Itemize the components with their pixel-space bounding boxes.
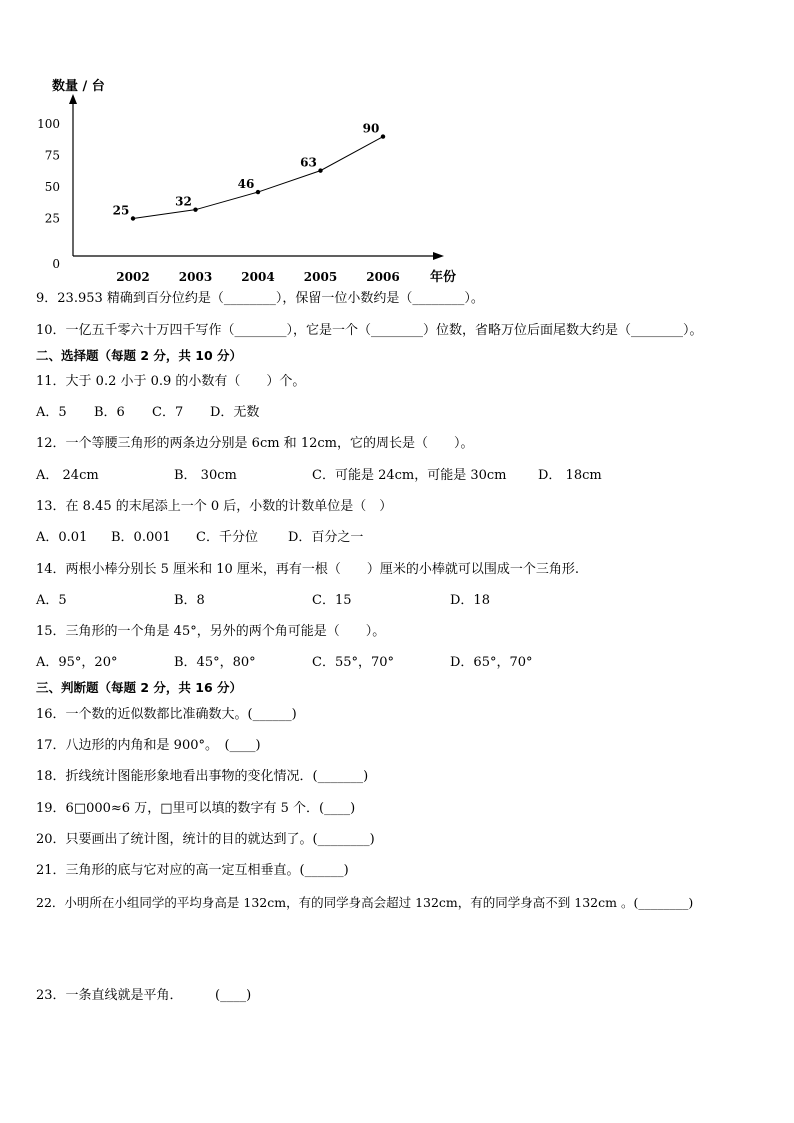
option-b[interactable]: B．8 (174, 593, 205, 608)
question-16: 16．一个数的近似数都比准确数大。(______) (36, 707, 297, 722)
section-judge-heading: 三、判断题（每题 2 分，共 16 分） (36, 680, 243, 695)
option-a[interactable]: A． 24cm (36, 468, 99, 483)
x-tick-label: 2006 (366, 270, 400, 284)
question-18: 18．折线统计图能形象地看出事物的变化情况．(_______) (36, 769, 369, 784)
option-b[interactable]: B． 30cm (174, 468, 237, 483)
data-points (131, 134, 385, 220)
option-b[interactable]: B．45°，80° (174, 655, 256, 670)
x-axis-arrow-icon (433, 252, 444, 260)
y-tick-label: 25 (44, 211, 60, 226)
option-d[interactable]: D．18 (450, 593, 490, 608)
option-d[interactable]: D．百分之一 (288, 530, 364, 545)
option-c[interactable]: C．7 (152, 405, 184, 420)
option-d[interactable]: D．无数 (210, 405, 260, 420)
data-point (318, 168, 322, 172)
data-point (256, 190, 260, 194)
line-chart (30, 70, 470, 290)
question-19: 19．6□000≈6 万，□里可以填的数字有 5 个．(____) (36, 801, 356, 816)
x-tick-label: 2005 (303, 270, 338, 284)
data-label: 25 (112, 203, 130, 218)
option-c[interactable]: C．15 (312, 593, 352, 608)
option-b[interactable]: B．6 (94, 405, 125, 420)
question-14: 14．两根小棒分别长 5 厘米和 10 厘米，再有一根（ ）厘米的小棒就可以围成一个三角形. (36, 562, 580, 577)
option-a[interactable]: A．5 (36, 405, 67, 420)
data-labels (113, 122, 380, 218)
question-13: 13．在 8.45 的末尾添上一个 0 后，小数的计数单位是（ ） (36, 499, 393, 514)
data-point (131, 216, 135, 220)
question-21: 21．三角形的底与它对应的高一定互相垂直。(______) (36, 863, 349, 878)
option-c[interactable]: C．可能是 24cm，可能是 30cm (312, 468, 507, 483)
question-22: 22．小明所在小组同学的平均身高是 132cm，有的同学身高会超过 132cm，有的同学身高不到 132cm 。(________) (36, 895, 694, 910)
question-17: 17．八边形的内角和是 900°。 (____) (36, 738, 261, 753)
option-d[interactable]: D．65°，70° (450, 655, 533, 670)
x-axis-label: 年份 (430, 270, 457, 285)
y-tick-label: 50 (44, 180, 60, 194)
series-line (133, 137, 383, 219)
option-c[interactable]: C．55°，70° (312, 655, 395, 670)
data-point (193, 207, 197, 211)
x-tick-label: 2004 (241, 270, 275, 284)
data-label: 46 (237, 177, 255, 192)
question-10: 10．一亿五千零六十万四千写作（________），它是一个（________）位数，省略万位后面尾数大约是（________）。 (36, 323, 703, 338)
question-23: 23．一条直线就是平角． (____) (36, 988, 252, 1003)
question-20: 20．只要画出了统计图，统计的目的就达到了。(________) (36, 832, 375, 847)
option-a[interactable]: A．0.01 (36, 530, 88, 545)
question-12: 12．一个等腰三角形的两条边分别是 6cm 和 12cm，它的周长是（ ）。 (36, 436, 474, 451)
question-15: 15．三角形的一个角是 45°，另外的两个角可能是（ ）。 (36, 624, 386, 639)
option-b[interactable]: B．0.001 (111, 530, 171, 545)
x-tick-label: 2002 (116, 270, 150, 284)
data-label: 90 (362, 121, 380, 136)
data-label: 32 (175, 194, 192, 209)
question-9: 9．23.953 精确到百分位约是（________），保留一位小数约是（________）。 (36, 291, 484, 306)
y-tick-label: 0 (52, 257, 60, 271)
data-point (381, 134, 385, 138)
option-a[interactable]: A．95°，20° (36, 655, 118, 670)
option-a[interactable]: A．5 (36, 593, 67, 608)
section-choice-heading: 二、选择题（每题 2 分，共 10 分） (36, 348, 243, 363)
x-tick-labels (116, 270, 399, 284)
y-tick-label: 100 (37, 117, 60, 131)
y-axis-arrow-icon (69, 94, 77, 104)
option-d[interactable]: D． 18cm (538, 468, 602, 483)
y-axis-label: 数量 / 台 (52, 79, 105, 94)
data-label: 63 (300, 155, 317, 170)
x-tick-label: 2003 (178, 270, 213, 284)
y-tick-label: 75 (44, 148, 60, 163)
question-11: 11．大于 0.2 小于 0.9 的小数有（ ）个。 (36, 374, 306, 389)
option-c[interactable]: C．千分位 (196, 530, 258, 545)
y-tick-labels (37, 117, 60, 271)
